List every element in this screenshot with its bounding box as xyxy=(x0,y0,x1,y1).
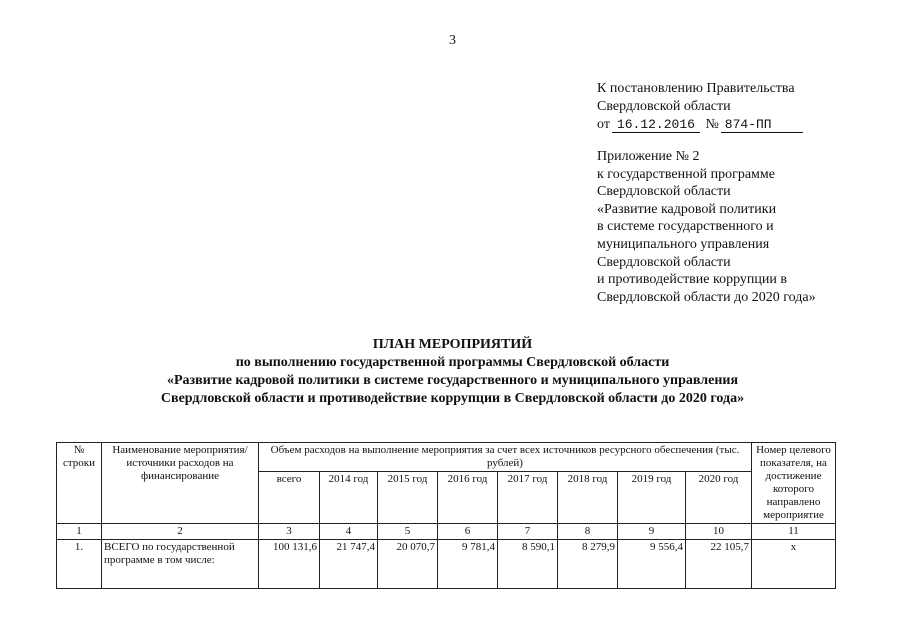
appendix-line: «Развитие кадровой политики xyxy=(597,201,777,217)
row-2018: 8 279,9 xyxy=(558,540,618,589)
column-number: 8 xyxy=(558,524,618,540)
column-number: 9 xyxy=(618,524,686,540)
column-number: 11 xyxy=(752,524,836,540)
row-number: 1. xyxy=(57,540,102,589)
header-2014: 2014 год xyxy=(320,472,378,524)
appendix-line: к государственной программе xyxy=(597,166,775,182)
row-total: 100 131,6 xyxy=(259,540,320,589)
header-2019: 2019 год xyxy=(618,472,686,524)
column-number: 1 xyxy=(57,524,102,540)
appendix-line: муниципального управления xyxy=(597,236,770,252)
from-label: от xyxy=(597,117,610,132)
number-label: № xyxy=(705,117,719,132)
appendix-line: Приложение № 2 xyxy=(597,149,700,164)
title-line: по выполнению государственной программы Свердловской области xyxy=(235,355,670,370)
appendix-line: Свердловской области xyxy=(597,254,731,270)
header-2018: 2018 год xyxy=(558,472,618,524)
header-2017: 2017 год xyxy=(498,472,558,524)
row-2017: 8 590,1 xyxy=(498,540,558,589)
header-target: Номер целевого показателя, на достижение которого направлено мероприятие xyxy=(752,443,836,524)
resolution-date: 16.12.2016 xyxy=(612,117,700,133)
column-number: 2 xyxy=(102,524,259,540)
page-number: 3 xyxy=(449,33,456,48)
header-volume: Объем расходов на выполнение мероприятия за счет всех источников ресурсного обеспечения (тыс. рублей) xyxy=(259,443,752,472)
header-name: Наименование мероприятия/источники расходов на финансирование xyxy=(102,443,259,524)
header-total: всего xyxy=(259,472,320,524)
header-row-no: № строки xyxy=(57,443,102,524)
table-header-row xyxy=(57,443,836,472)
column-number: 3 xyxy=(259,524,320,540)
appendix-line: Свердловской области xyxy=(597,184,731,200)
row-target: х xyxy=(752,540,836,589)
appendix-line: Свердловской области до 2020 года» xyxy=(597,289,816,305)
header-2015: 2015 год xyxy=(378,472,438,524)
resolution-reference xyxy=(597,80,803,134)
resolution-line-2: Свердловской области xyxy=(597,99,731,114)
row-name: ВСЕГО по государственной программе в том числе: xyxy=(102,540,259,589)
column-number: 4 xyxy=(320,524,378,540)
appendix-heading xyxy=(597,148,897,306)
column-number: 7 xyxy=(498,524,558,540)
document-title xyxy=(0,336,905,408)
header-2016: 2016 год xyxy=(438,472,498,524)
row-2019: 9 556,4 xyxy=(618,540,686,589)
row-2016: 9 781,4 xyxy=(438,540,498,589)
appendix-line: в системе государственного и xyxy=(597,219,774,235)
resolution-date-line xyxy=(597,116,803,134)
appendix-line: и противодействие коррупции в xyxy=(597,272,787,288)
table-row xyxy=(57,540,836,589)
column-number: 6 xyxy=(438,524,498,540)
column-number-row xyxy=(57,524,836,540)
row-2014: 21 747,4 xyxy=(320,540,378,589)
title-line: «Развитие кадровой политики в системе государственного и муниципального управления xyxy=(166,373,739,388)
row-2020: 22 105,7 xyxy=(686,540,752,589)
title-line: Свердловской области и противодействие коррупции в Свердловской области до 2020 года» xyxy=(160,391,745,406)
column-number: 5 xyxy=(378,524,438,540)
title-line: ПЛАН МЕРОПРИЯТИЙ xyxy=(372,337,533,352)
resolution-line-1: К постановлению Правительства xyxy=(597,81,795,96)
column-number: 10 xyxy=(686,524,752,540)
activity-plan-table xyxy=(56,442,836,589)
row-2015: 20 070,7 xyxy=(378,540,438,589)
resolution-number: 874-ПП xyxy=(721,117,803,133)
header-2020: 2020 год xyxy=(686,472,752,524)
